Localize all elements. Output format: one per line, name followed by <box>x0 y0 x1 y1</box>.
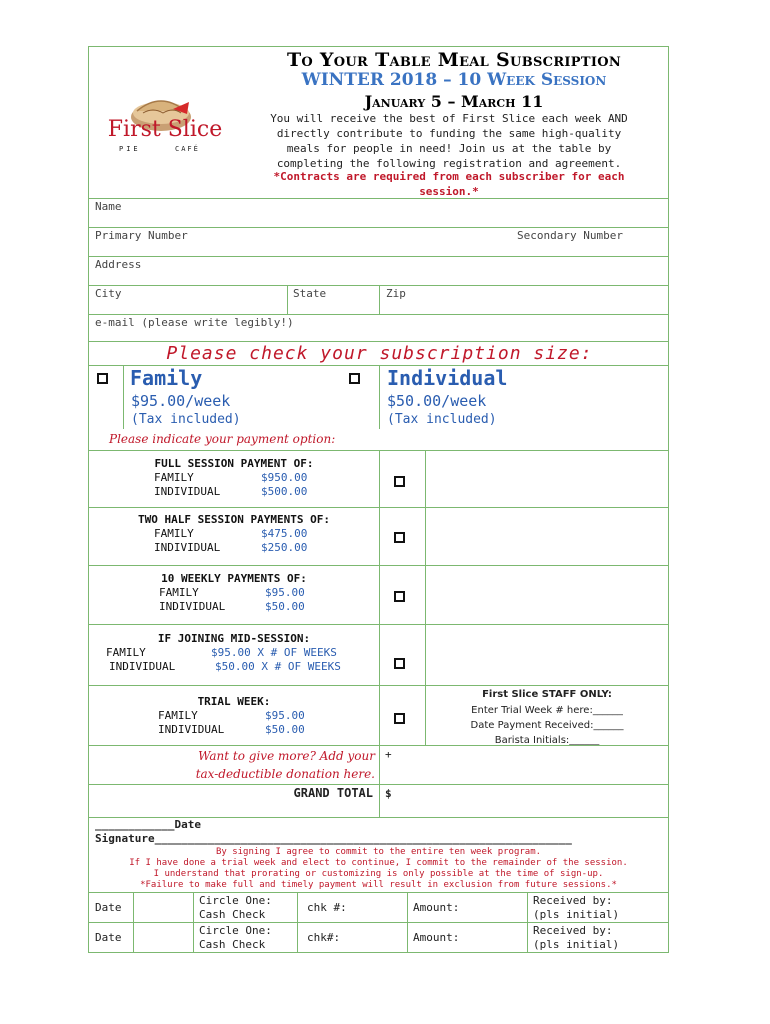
zip-label: Zip <box>386 287 406 300</box>
trial-week-checkbox[interactable] <box>394 709 405 728</box>
grand-total-field[interactable] <box>381 786 667 816</box>
individual-checkbox[interactable] <box>349 369 360 388</box>
email-field[interactable] <box>89 329 668 341</box>
mid-individual-value: $50.00 X # OF WEEKS <box>215 660 341 673</box>
individual-title: Individual <box>387 366 508 390</box>
full-family-value: $950.00 <box>261 471 308 484</box>
mid-family-value: $95.00 X # OF WEEKS <box>211 646 337 659</box>
family-price: $95.00/week <box>131 392 231 410</box>
terms-line: By signing I agree to commit to the entire ten week program. <box>215 847 542 857</box>
ledger-cash-check[interactable]: Cash Check <box>199 908 266 921</box>
ledger-amount[interactable]: Amount: <box>413 931 460 944</box>
donation-line-2: tax-deductible donation here. <box>195 767 375 781</box>
half-family-label: FAMILY <box>154 527 194 540</box>
terms-line: If I have done a trial week and elect to continue, I commit to the remainder of the session. <box>129 858 628 868</box>
ledger-date-label: Date <box>95 931 122 944</box>
intro-line: completing the following registration and agreement. <box>276 157 622 170</box>
payment-prompt: Please indicate your payment option: <box>109 432 336 446</box>
pie-icon <box>93 87 235 207</box>
trial-individual-label: INDIVIDUAL <box>158 723 225 736</box>
primary-number-label: Primary Number <box>95 229 188 242</box>
staff-barista-initials-line: Barista Initials:______ <box>494 735 600 746</box>
ledger-received-by[interactable]: Received by: <box>533 924 613 937</box>
notice-line: session.* <box>419 185 479 198</box>
session-dates: January 5 – March 11 <box>364 92 544 111</box>
half-family-value: $475.00 <box>261 527 308 540</box>
form-title: To Your Table Meal Subscription <box>286 49 622 71</box>
terms-line: *Failure to make full and timely payment will result in exclusion from future sessions.* <box>140 880 617 890</box>
mid-individual-label: INDIVIDUAL <box>109 660 176 673</box>
logo-sub-left: PIE <box>119 145 141 153</box>
individual-tax: (Tax included) <box>387 412 497 427</box>
individual-price: $50.00/week <box>387 392 487 410</box>
donation-plus: + <box>385 748 392 761</box>
staff-payment-date-line: Date Payment Received:______ <box>470 720 624 731</box>
contract-notice <box>234 169 664 199</box>
state-label: State <box>293 287 327 300</box>
trial-individual-value: $50.00 <box>265 723 305 736</box>
full-individual-label: INDIVIDUAL <box>154 485 221 498</box>
first-slice-logo <box>93 87 235 207</box>
subscription-heading: Please check your subscription size: <box>166 343 593 364</box>
half-payment-head: TWO HALF SESSION PAYMENTS OF: <box>137 513 331 526</box>
ledger-check-number[interactable]: chk #: <box>307 901 347 914</box>
ledger-received-by[interactable]: Received by: <box>533 894 613 907</box>
intro-line: You will receive the best of First Slice each week AND <box>270 112 628 125</box>
trial-week-head: TRIAL WEEK: <box>197 695 271 708</box>
family-tax: (Tax included) <box>131 412 241 427</box>
address-label: Address <box>95 258 142 271</box>
staff-only-head: First Slice STAFF ONLY: <box>482 689 612 700</box>
ledger-date-field[interactable] <box>135 924 191 951</box>
ledger-amount[interactable]: Amount: <box>413 901 460 914</box>
weekly-individual-label: INDIVIDUAL <box>159 600 226 613</box>
mid-family-label: FAMILY <box>106 646 146 659</box>
subscription-form <box>88 46 669 953</box>
donation-line-1: Want to give more? Add your <box>198 749 375 763</box>
secondary-number-label: Secondary Number <box>517 229 623 242</box>
name-field[interactable] <box>89 213 668 227</box>
grand-total-currency: $ <box>385 787 392 800</box>
ledger-check-number[interactable]: chk#: <box>307 931 341 944</box>
half-individual-value: $250.00 <box>261 541 308 554</box>
ledger-initial: (pls initial) <box>533 938 620 951</box>
email-label: e-mail (please write legibly!) <box>95 316 294 329</box>
mid-session-checkbox[interactable] <box>394 654 405 673</box>
family-checkbox[interactable] <box>97 369 108 388</box>
half-payment-checkbox[interactable] <box>394 528 405 547</box>
ledger-circle-one: Circle One: <box>199 924 272 937</box>
full-individual-value: $500.00 <box>261 485 308 498</box>
intro-line: meals for people in need! Join us at the table by <box>286 142 612 155</box>
trial-family-label: FAMILY <box>158 709 198 722</box>
mid-session-head: IF JOINING MID-SESSION: <box>157 632 311 645</box>
name-label: Name <box>95 200 122 213</box>
grand-total-label: GRAND TOTAL <box>293 786 373 800</box>
family-title: Family <box>130 366 203 390</box>
intro-text <box>234 111 664 171</box>
logo-text: First Slice <box>107 117 223 142</box>
ledger-cash-check[interactable]: Cash Check <box>199 938 266 951</box>
full-family-label: FAMILY <box>154 471 194 484</box>
ledger-date-field[interactable] <box>135 894 191 921</box>
weekly-individual-value: $50.00 <box>265 600 305 613</box>
date-line[interactable]: ____________Date <box>95 818 201 831</box>
weekly-payment-head: 10 WEEKLY PAYMENTS OF: <box>161 572 307 585</box>
session-title: WINTER 2018 – 10 Week Session <box>301 70 607 90</box>
terms-line: I understand that prorating or customizing is only possible at the time of sign-up. <box>153 869 604 879</box>
ledger-circle-one: Circle One: <box>199 894 272 907</box>
ledger-date-label: Date <box>95 901 122 914</box>
signature-line[interactable]: Signature_______________________________________________________________ <box>95 832 572 845</box>
full-payment-head: FULL SESSION PAYMENT OF: <box>154 457 314 470</box>
weekly-family-value: $95.00 <box>265 586 305 599</box>
staff-trial-week-line: Enter Trial Week # here:______ <box>471 705 623 716</box>
weekly-family-label: FAMILY <box>159 586 199 599</box>
address-field[interactable] <box>89 271 668 285</box>
half-individual-label: INDIVIDUAL <box>154 541 221 554</box>
donation-amount-field[interactable] <box>381 747 667 783</box>
notice-line: *Contracts are required from each subscriber for each <box>273 170 625 183</box>
ledger-initial: (pls initial) <box>533 908 620 921</box>
phone-field[interactable] <box>89 242 668 256</box>
weekly-payment-checkbox[interactable] <box>394 587 405 606</box>
intro-line: directly contribute to funding the same high-quality <box>276 127 622 140</box>
logo-sub-right: CAFÉ <box>175 145 200 153</box>
city-label: City <box>95 287 122 300</box>
full-payment-checkbox[interactable] <box>394 472 405 491</box>
trial-family-value: $95.00 <box>265 709 305 722</box>
